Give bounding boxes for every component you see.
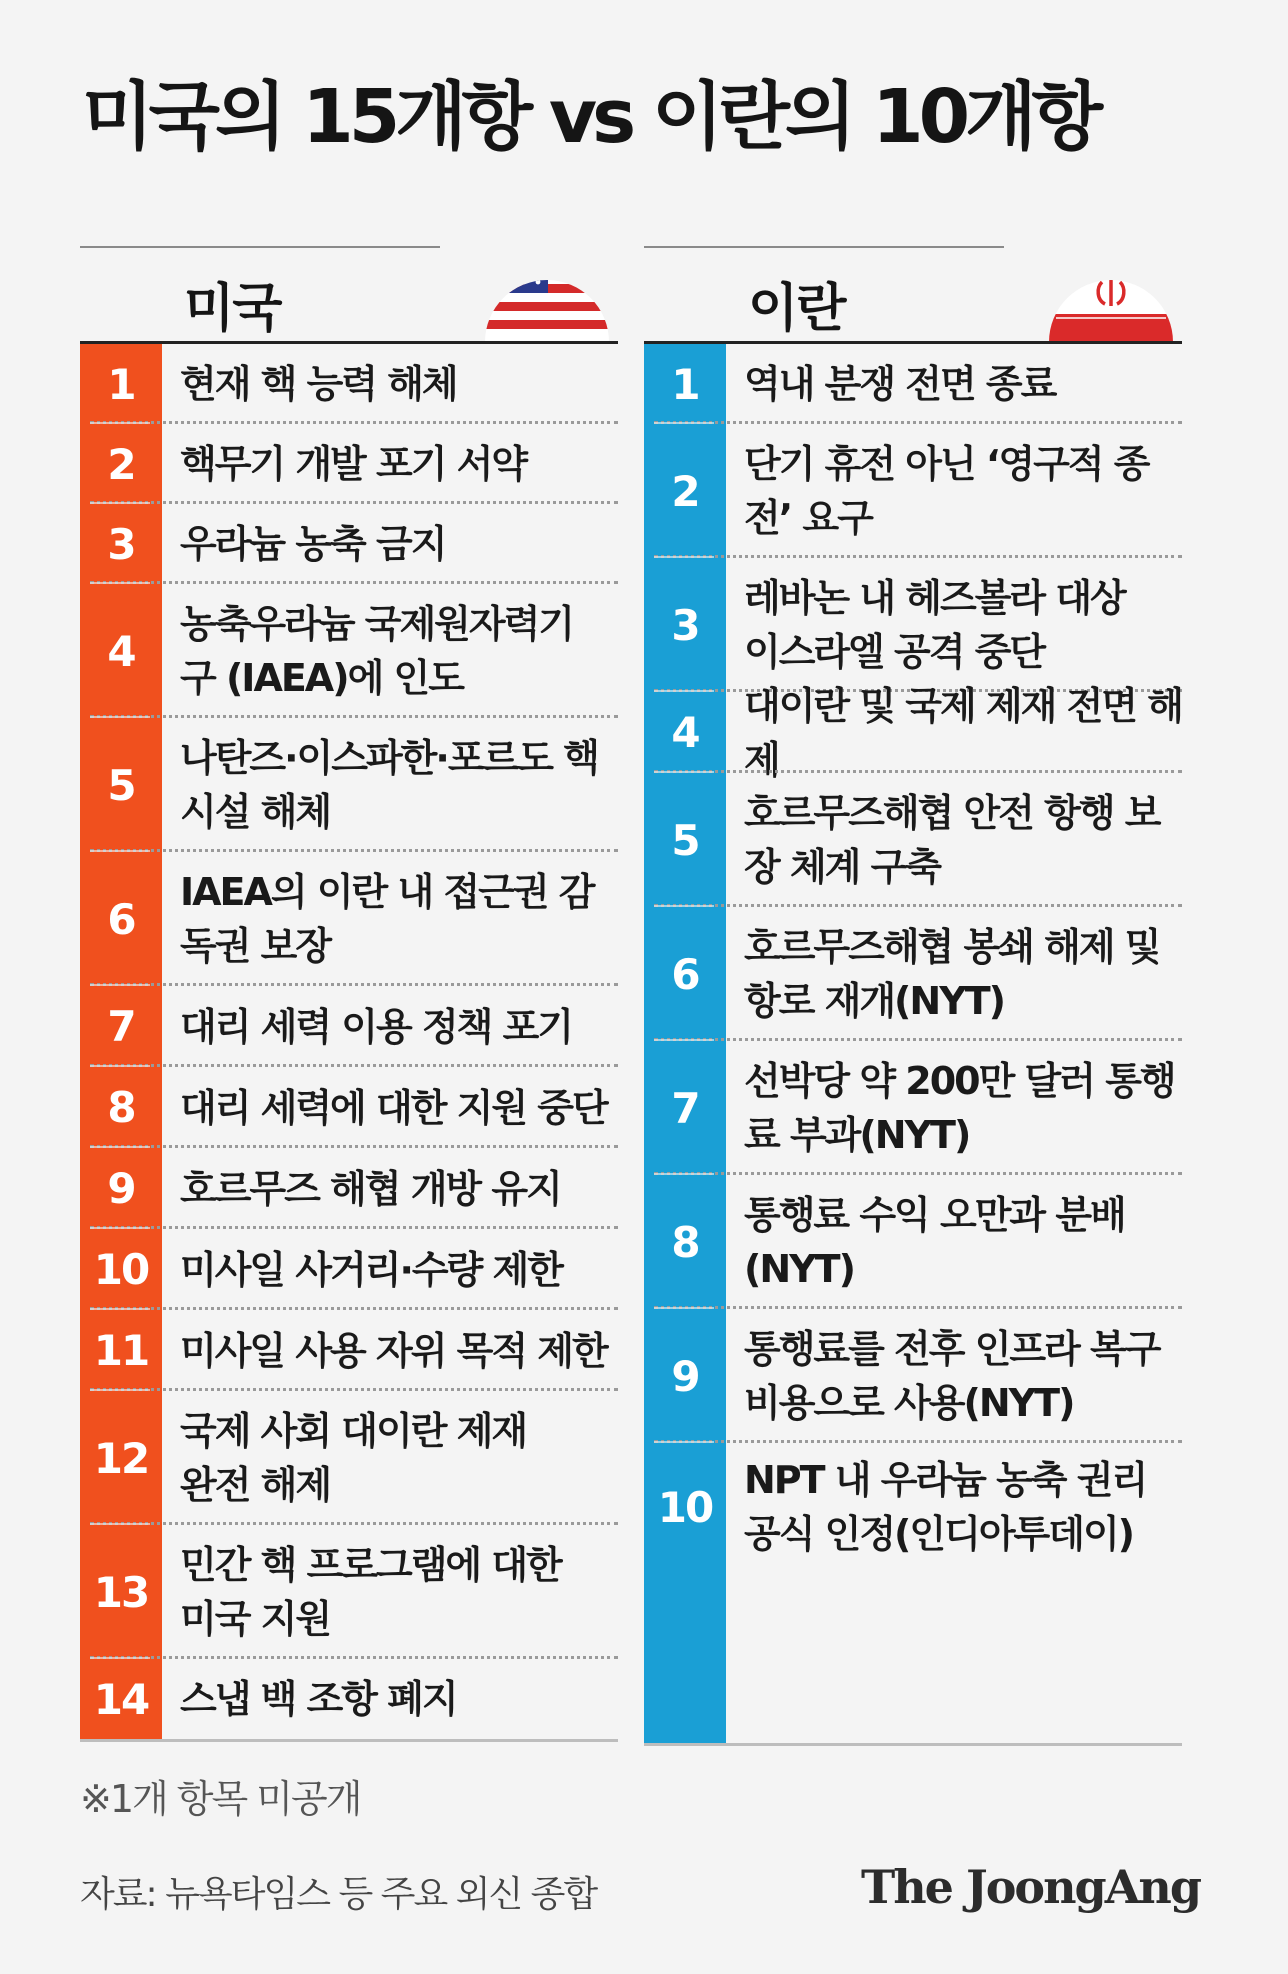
item-text: 대이란 및 국제 제재 전면 해제 bbox=[744, 683, 1182, 782]
list-item bbox=[644, 1175, 1182, 1309]
us-flag-icon bbox=[482, 230, 612, 342]
item-text: 민간 핵 프로그램에 대한 미국 지원 bbox=[180, 1543, 561, 1641]
list-item bbox=[644, 773, 1182, 907]
item-number: 1 bbox=[671, 359, 699, 409]
item-number: 7 bbox=[671, 1083, 699, 1133]
item-text: 국제 사회 대이란 제재 완전 해제 bbox=[180, 1409, 527, 1507]
list-item bbox=[644, 1041, 1182, 1175]
us-column-title: 미국 bbox=[184, 279, 281, 339]
column-bottom-rule bbox=[80, 1739, 618, 1742]
item-text: 농축우라늄 국제원자력기구 (IAEA)에 인도 bbox=[180, 602, 574, 700]
item-number: 2 bbox=[671, 466, 699, 516]
item-number: 10 bbox=[657, 1483, 713, 1532]
list-item bbox=[644, 1309, 1182, 1443]
item-number: 8 bbox=[107, 1083, 135, 1132]
page-title: 미국의 15개항 vs 이란의 10개항 bbox=[82, 74, 1099, 160]
item-number: 10 bbox=[93, 1245, 149, 1294]
item-number: 2 bbox=[107, 439, 135, 489]
item-text: 레바논 내 헤즈볼라 대상 이스라엘 공격 중단 bbox=[744, 576, 1125, 674]
item-text: 우라늄 농축 금지 bbox=[180, 522, 446, 566]
item-number: 4 bbox=[107, 626, 135, 676]
list-item bbox=[80, 584, 618, 718]
item-number: 13 bbox=[93, 1567, 149, 1617]
item-number: 7 bbox=[107, 1002, 135, 1051]
list-item bbox=[80, 344, 618, 424]
item-text: 호르무즈해협 안전 항행 보장 체계 구축 bbox=[744, 791, 1160, 889]
list-item bbox=[80, 1229, 618, 1310]
list-item bbox=[644, 424, 1182, 558]
item-text: IAEA의 이란 내 접근권 감독권 보장 bbox=[180, 870, 594, 968]
item-number: 3 bbox=[671, 600, 699, 650]
item-text: NPT 내 우라늄 농축 권리 공식 인정(인디아투데이) bbox=[744, 1458, 1147, 1556]
list-item bbox=[644, 683, 1182, 782]
list-item bbox=[80, 424, 618, 504]
item-text: 핵무기 개발 포기 서약 bbox=[180, 442, 527, 486]
item-number: 8 bbox=[671, 1217, 699, 1267]
source-credit: 자료: 뉴욕타임스 등 주요 외신 종합 bbox=[80, 1874, 597, 1915]
item-number: 5 bbox=[671, 815, 699, 865]
us-list bbox=[80, 344, 618, 1739]
item-number: 1 bbox=[107, 359, 135, 409]
item-text: 미사일 사용 자위 목적 제한 bbox=[180, 1328, 607, 1373]
item-text: 역내 분쟁 전면 종료 bbox=[744, 362, 1056, 406]
item-number: 3 bbox=[107, 519, 135, 569]
iran-column-header bbox=[644, 246, 1182, 344]
item-text: 단기 휴전 아닌 ‘영구적 종전’ 요구 bbox=[744, 442, 1149, 540]
list-item bbox=[644, 1443, 1182, 1743]
item-number: 5 bbox=[107, 760, 135, 810]
iran-list bbox=[644, 344, 1182, 1743]
item-text: 통행료 수익 오만과 분배 (NYT) bbox=[744, 1193, 1125, 1291]
us-column-header bbox=[80, 246, 618, 344]
list-item bbox=[80, 986, 618, 1067]
list-item bbox=[644, 907, 1182, 1041]
item-number: 11 bbox=[93, 1326, 149, 1375]
iran-column bbox=[644, 246, 1182, 1746]
column-bottom-rule bbox=[644, 1743, 1182, 1746]
publisher-logo: The JoongAng bbox=[861, 1860, 1200, 1914]
list-item bbox=[644, 344, 1182, 424]
list-item bbox=[80, 718, 618, 852]
list-item bbox=[80, 1310, 618, 1391]
item-text: 대리 세력 이용 정책 포기 bbox=[180, 1004, 572, 1049]
item-text: 호르무즈 해협 개방 유지 bbox=[180, 1166, 561, 1211]
item-number: 6 bbox=[107, 894, 135, 944]
list-item bbox=[80, 1148, 618, 1229]
item-number: 12 bbox=[93, 1433, 149, 1483]
item-text: 대리 세력에 대한 지원 중단 bbox=[180, 1085, 607, 1130]
header-rule bbox=[644, 246, 1004, 248]
item-number: 9 bbox=[107, 1164, 135, 1213]
list-item bbox=[80, 1391, 618, 1525]
item-text: 스냅 백 조항 폐지 bbox=[180, 1677, 457, 1721]
item-text: 호르무즈해협 봉쇄 해제 및 항로 재개(NYT) bbox=[744, 925, 1160, 1023]
list-item bbox=[80, 504, 618, 584]
us-column bbox=[80, 246, 618, 1742]
item-text: 통행료를 전후 인프라 복구 비용으로 사용(NYT) bbox=[744, 1327, 1160, 1425]
item-number: 6 bbox=[671, 949, 699, 999]
list-item bbox=[644, 558, 1182, 692]
iran-column-title: 이란 bbox=[748, 279, 845, 339]
iran-flag-icon bbox=[1046, 230, 1176, 342]
list-item bbox=[80, 1067, 618, 1148]
item-text: 현재 핵 능력 해체 bbox=[180, 362, 457, 406]
item-number: 14 bbox=[93, 1674, 149, 1724]
item-number: 4 bbox=[671, 708, 699, 757]
item-text: 나탄즈·이스파한·포르도 핵시설 해체 bbox=[180, 736, 598, 834]
footnote: ※1개 항목 미공개 bbox=[80, 1777, 361, 1821]
item-text: 미사일 사거리·수량 제한 bbox=[180, 1247, 562, 1292]
list-item bbox=[80, 1659, 618, 1739]
list-item bbox=[80, 1525, 618, 1659]
list-item bbox=[80, 852, 618, 986]
item-text: 선박당 약 200만 달러 통행료 부과(NYT) bbox=[744, 1059, 1175, 1157]
item-number: 9 bbox=[671, 1351, 699, 1401]
header-rule bbox=[80, 246, 440, 248]
